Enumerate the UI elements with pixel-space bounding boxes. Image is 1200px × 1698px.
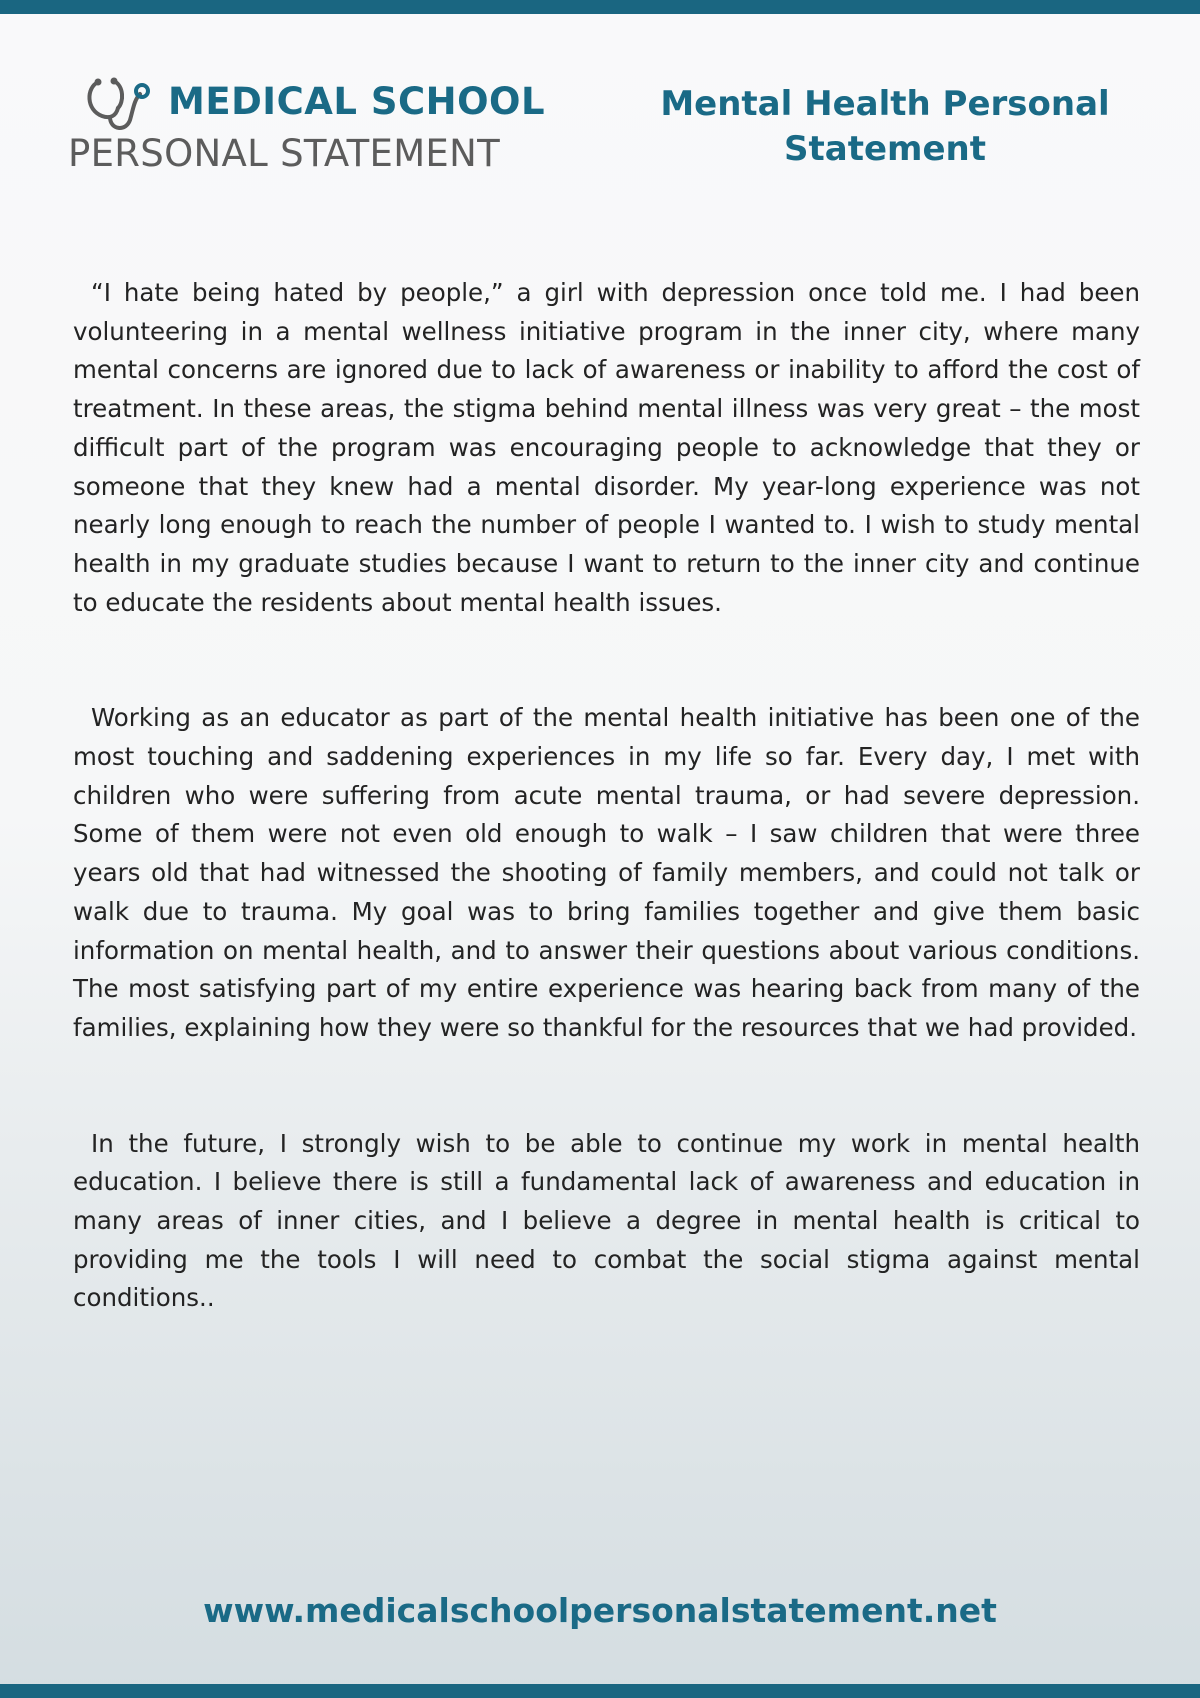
document-title: Mental Health Personal Statement [660,84,1110,169]
logo-title-line1: MEDICAL SCHOOL [168,80,546,123]
stethoscope-icon [84,76,152,136]
paragraph-3: In the future, I strongly wish to be able to continue my work in mental health education. I believe there is still a fundamental lack of awareness and education in many areas of inner cities, and I believe a degree in mental health is critical to providing me the tools I will need to combat the social stigma against mental conditions.. [73,1128,1140,1313]
paragraph-2: Working as an educator as part of the mental health initiative has been one of the most touching and saddening experiences in my life so far. Every day, I met with children who were suffering from acute mental trauma, or had severe depression. Some of them were not even old enough to walk – I saw children that were three years old that had witnessed the shooting of family members, and could not talk or walk due to trauma. My goal was to bring families together and give them basic information on mental health, and to answer their questions about various conditions. The most satisfying part of my entire experience was hearing back from many of the families, explaining how they were so thankful for the resources that we had provided. [73,703,1140,1042]
logo [68,72,558,177]
footer-website-link[interactable]: www.medicalschoolpersonalstatement.net [203,1591,997,1630]
top-border-bar [0,0,1200,14]
bottom-border-bar [0,1684,1200,1698]
statement-body [73,274,1140,1318]
logo-title-line2: PERSONAL STATEMENT [68,132,500,175]
paragraph-1: “I hate being hated by people,” a girl with depression once told me. I had been volunteering in a mental wellness initiative program in the inner city, where many mental concerns are ignored due to lack of awareness or inability to afford the cost of treatment. In these areas, the stigma behind mental illness was very great – the most difficult part of the program was encouraging people to acknowledge that they or someone that they knew had a mental disorder. My year-long experience was not nearly long enough to reach the number of people I wanted to. I wish to study mental health in my graduate studies because I want to return to the inner city and continue to educate the residents about mental health issues. [73,278,1140,617]
